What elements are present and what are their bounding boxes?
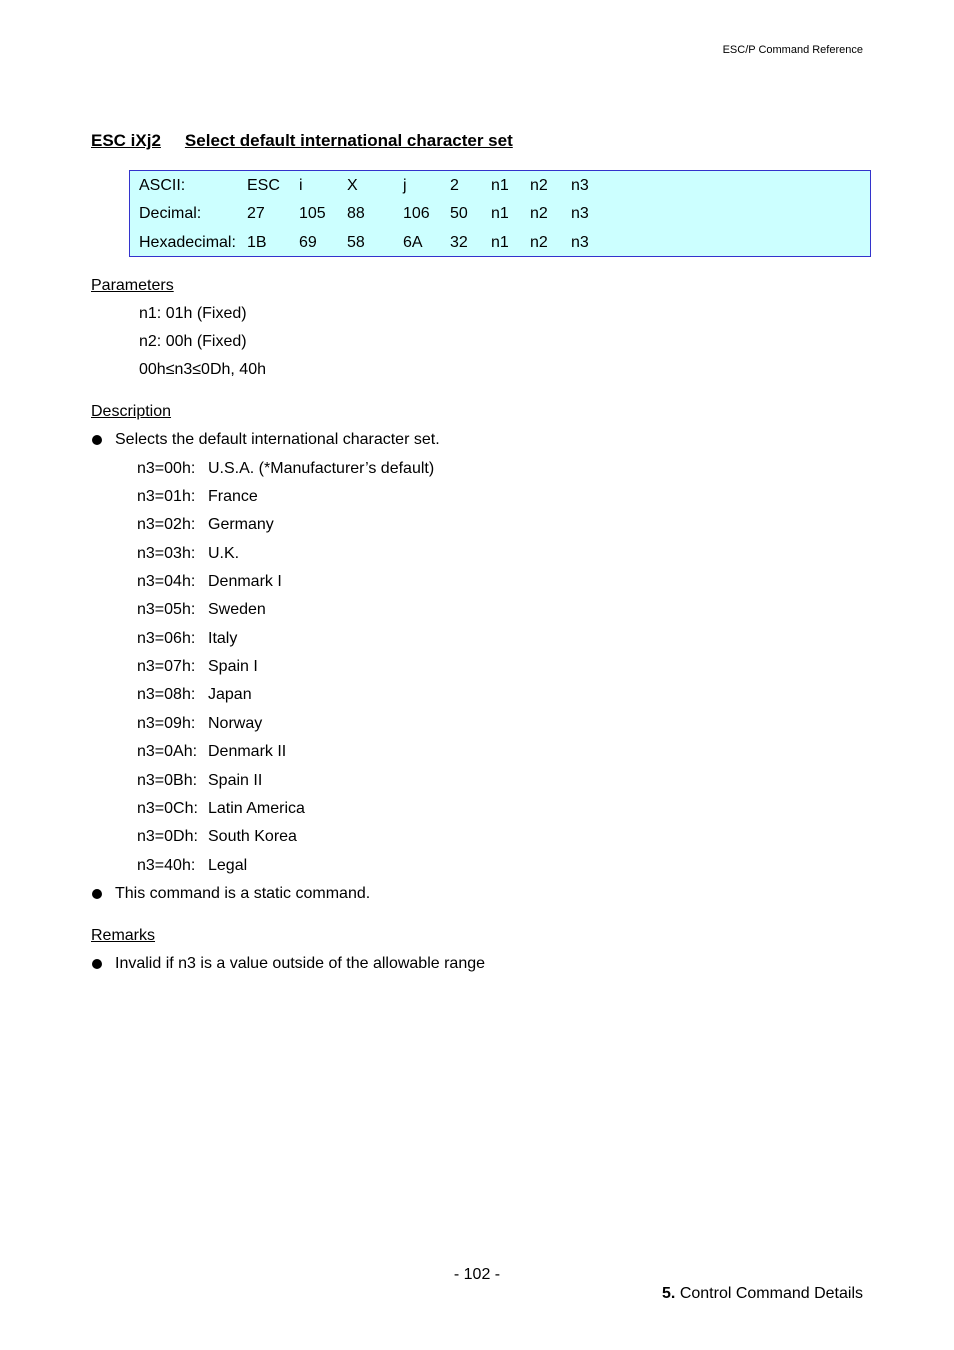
code-cell: n2 (530, 205, 548, 222)
section-title (91, 131, 513, 151)
code-cell: 27 (247, 205, 265, 222)
chapter-title: Control Command Details (675, 1285, 863, 1302)
code-cell: 88 (347, 205, 365, 222)
n3-code: n3=01h: (137, 488, 196, 505)
n3-value-row (137, 545, 239, 563)
parameter-item: 00h≤n3≤0Dh, 40h (139, 361, 266, 378)
n3-code: n3=07h: (137, 658, 196, 675)
code-label: Hexadecimal: (139, 234, 236, 251)
bullet-icon (92, 889, 102, 899)
code-label: Decimal: (139, 205, 202, 222)
n3-code: n3=04h: (137, 573, 196, 590)
code-cell: n1 (491, 205, 509, 222)
n3-code: n3=06h: (137, 630, 196, 647)
parameter-item: n2: 00h (Fixed) (139, 333, 247, 350)
remarks-bullet-text: Invalid if n3 is a value outside of the allowable range (115, 955, 486, 972)
n3-name: South Korea (208, 828, 297, 845)
code-cell: 6A (403, 234, 423, 251)
code-cell: X (347, 177, 358, 194)
code-cell: n3 (571, 234, 589, 251)
page-number: - 102 - (453, 1266, 501, 1283)
n3-value-row (137, 573, 282, 591)
n3-value-row (137, 715, 262, 733)
remarks-heading: Remarks (91, 927, 156, 944)
n3-code: n3=05h: (137, 601, 196, 618)
n3-value-row (137, 743, 286, 761)
n3-name: U.S.A. (*Manufacturer’s default) (208, 460, 435, 477)
description-heading: Description (91, 403, 172, 420)
command-name: ESC iXj2 (91, 131, 161, 150)
bullet-icon (92, 959, 102, 969)
code-cell: 58 (347, 234, 365, 251)
n3-name: Spain II (208, 772, 263, 789)
n3-value-row (137, 460, 434, 478)
n3-code: n3=0Dh: (137, 828, 198, 845)
n3-name: Norway (208, 715, 263, 732)
n3-code: n3=00h: (137, 460, 196, 477)
n3-value-row (137, 488, 258, 506)
code-cell: n2 (530, 177, 548, 194)
code-cell: 50 (450, 205, 468, 222)
n3-value-row (137, 800, 305, 818)
code-cell: n2 (530, 234, 548, 251)
n3-name: Italy (208, 630, 238, 647)
n3-name: Sweden (208, 601, 266, 618)
running-header: ESC/P Command Reference (722, 44, 863, 56)
description-bullet-text: This command is a static command. (115, 885, 371, 902)
code-label: ASCII: (139, 177, 186, 194)
n3-code: n3=0Ah: (137, 743, 198, 760)
n3-code: n3=0Ch: (137, 800, 198, 817)
code-cell: n3 (571, 177, 589, 194)
parameter-item: n1: 01h (Fixed) (139, 305, 247, 322)
n3-value-row (137, 630, 237, 648)
code-cell: n1 (491, 177, 509, 194)
n3-value-row (137, 658, 258, 676)
code-cell: 1B (247, 234, 267, 251)
code-cell: n3 (571, 205, 589, 222)
n3-name: Legal (208, 857, 248, 874)
n3-name: France (208, 488, 258, 505)
n3-name: Latin America (208, 800, 305, 817)
code-cell: 106 (403, 205, 430, 222)
n3-code: n3=0Bh: (137, 772, 198, 789)
n3-value-row (137, 772, 262, 790)
n3-name: Denmark I (208, 573, 282, 590)
code-cell: 32 (450, 234, 468, 251)
n3-value-row (137, 828, 297, 846)
code-cell: 69 (299, 234, 317, 251)
chapter-number: 5. (662, 1285, 676, 1302)
code-cell: j (403, 177, 407, 194)
parameters-heading: Parameters (91, 277, 174, 294)
code-cell: 2 (450, 177, 459, 194)
code-cell: n1 (491, 234, 509, 251)
n3-value-row (137, 686, 252, 704)
n3-value-row (137, 857, 247, 875)
n3-name: Japan (208, 686, 252, 703)
bullet-icon (92, 435, 102, 445)
n3-code: n3=03h: (137, 545, 196, 562)
code-cell: ESC (247, 177, 280, 194)
n3-name: Germany (208, 516, 274, 533)
n3-value-row (137, 601, 266, 619)
n3-code: n3=09h: (137, 715, 196, 732)
n3-value-row (137, 516, 274, 534)
n3-name: Denmark II (208, 743, 287, 760)
chapter-footer (662, 1285, 863, 1303)
n3-code: n3=08h: (137, 686, 196, 703)
code-cell: i (299, 177, 303, 194)
n3-name: U.K. (208, 545, 240, 562)
code-table (129, 170, 871, 257)
code-cell: 105 (299, 205, 326, 222)
description-bullet-text: Selects the default international character set. (115, 431, 440, 448)
n3-code: n3=40h: (137, 857, 196, 874)
n3-code: n3=02h: (137, 516, 196, 533)
command-description: Select default international character set (184, 131, 513, 150)
n3-name: Spain I (208, 658, 258, 675)
